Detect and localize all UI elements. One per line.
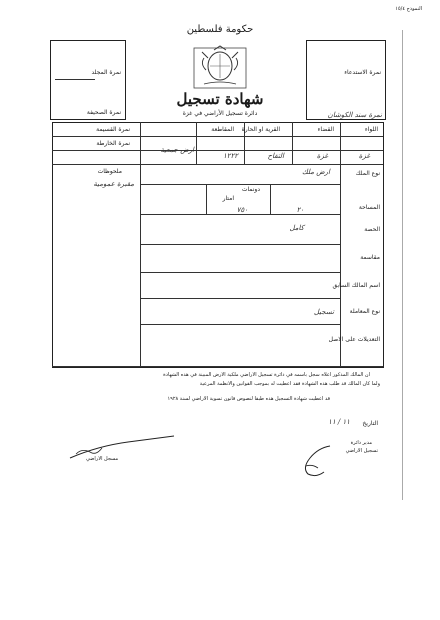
label-boundaries: مقاسمة [360, 254, 380, 261]
col-quarter: القرية او الحارة [241, 126, 280, 133]
col-district: القضاء [317, 126, 334, 133]
value-ownership-type: ارض ملك [302, 168, 330, 176]
value-district: غزة [316, 152, 328, 160]
registrar-signature [298, 444, 338, 484]
page-label: نمرة الصحيفة [86, 109, 121, 116]
form-number: النموذج ١٥/٤ [395, 6, 422, 12]
deposit-box [306, 40, 386, 120]
label-ownership-type: نوع الملك [355, 170, 380, 177]
value-number: ١٢٢٢ [222, 152, 238, 160]
volume-label: نمرة المجلد [91, 69, 121, 76]
date-label: التاريخ [362, 420, 378, 427]
label-area: المساحة [358, 204, 380, 211]
extra-label: نمرة سند الكوشان [327, 111, 382, 119]
label-previous-owner: اسم المالك السابق [332, 282, 380, 289]
department-name: دائرة تسجيل الأراضي في غزة [182, 110, 258, 117]
date-value: ١١ / ١١ [328, 418, 350, 426]
col-plan: نمرة الخارطة [96, 140, 130, 147]
label-shares: الحصة [364, 226, 380, 233]
main-table [52, 122, 384, 368]
certificate-title: شهادة تسجيل [176, 90, 264, 108]
registrar-label: مدير دائرة [350, 440, 372, 446]
clerk-label: مسجل الاراضي [86, 456, 119, 462]
volume-box [50, 40, 126, 120]
value-village: غزة [358, 152, 370, 160]
label-dunams: دونمات [241, 186, 260, 193]
label-meters: امتار [222, 195, 234, 202]
coat-of-arms-icon [192, 44, 248, 90]
government-title: حكومة فلسطين [186, 24, 254, 35]
declaration-line-3: قد اعطيت شهادة التسجيل هذه طبقا لنصوص قانون تسوية الاراضي لسنة ١٩٢٨ [167, 396, 330, 402]
declaration-line-2: ولما كان المالك قد طلب هذه الشهادة فقد اعطيت له بموجب القوانين والانظمة المرعية [199, 381, 380, 387]
clerk-signature [68, 432, 178, 466]
value-name: ارض جمعية [160, 146, 194, 154]
value-area-meters: ٧٥٠ [236, 206, 248, 214]
label-remarks: ملحوظات [97, 168, 122, 175]
registrar-label-2: تسجيل الاراضي [345, 448, 378, 454]
deposit-label: نمرة الاستدعاء [344, 69, 381, 76]
declaration-line-1: ان المالك المذكور اعلاه سجل باسمه في دائرة تسجيل الاراضي ملكية الارض المبينة في هذه الشهادة [163, 372, 370, 378]
value-area-dunams: ٢٠ [296, 206, 304, 214]
col-plot: نمرة القسيمة [96, 126, 130, 133]
label-transaction: نوع المعاملة [349, 308, 380, 315]
value-remarks: مقبرة عمومية [93, 180, 134, 188]
value-quarter: التفاح [267, 152, 284, 160]
value-transaction: تسجيل [313, 308, 334, 316]
col-village: اللواء [364, 126, 378, 133]
label-attachments: التعديلات على الاصل [328, 336, 380, 343]
value-shares: كامل [289, 224, 304, 232]
col-region: المقاطعة [211, 126, 234, 133]
